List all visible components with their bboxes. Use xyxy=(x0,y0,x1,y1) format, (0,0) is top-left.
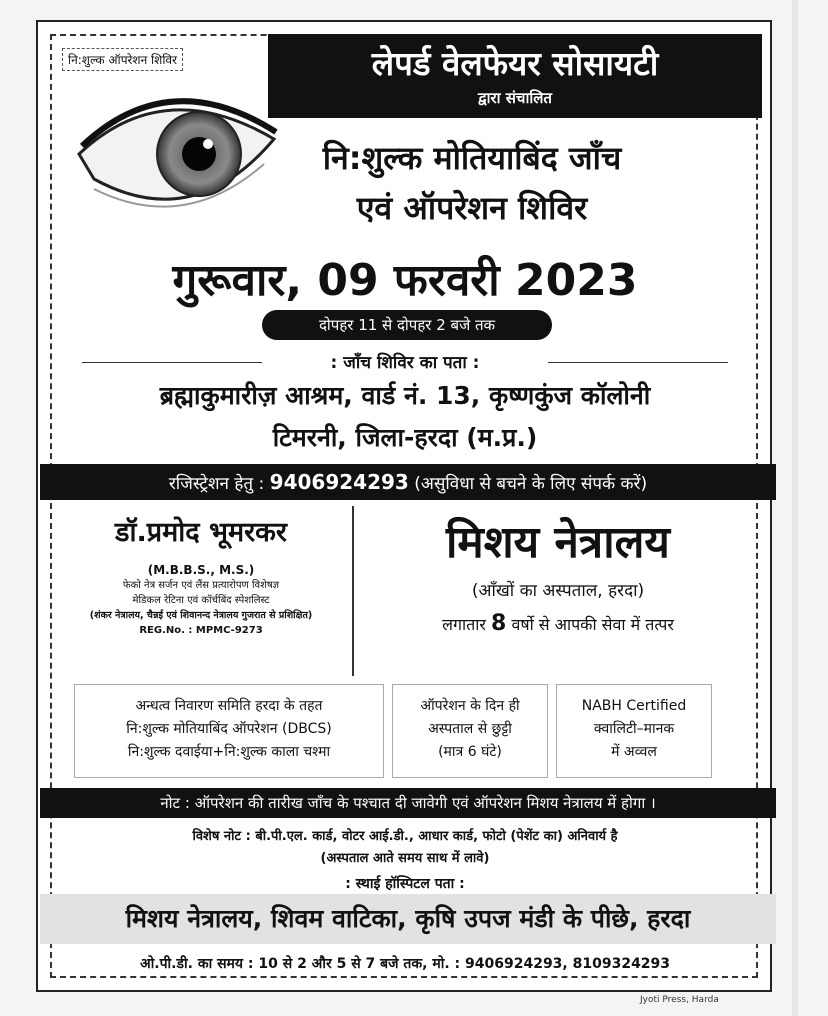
doctor-registration: REG.No. : MPMC-9273 xyxy=(139,625,263,636)
organizer-banner xyxy=(268,34,762,118)
special-note-line2: (अस्पताल आते समय साथ में लावे) xyxy=(320,851,490,866)
permanent-address-heading: : स्थाई हॉस्पिटल पता : xyxy=(345,876,465,892)
address-heading xyxy=(82,350,728,374)
feature-2-line1: ऑपरेशन के दिन ही xyxy=(420,698,520,714)
registration-bar xyxy=(40,464,776,500)
eye-illustration xyxy=(74,84,284,234)
feature-3-line2: क्वालिटी–मानक xyxy=(593,721,675,737)
special-note-line1: विशेष नोट : बी.पी.एल. कार्ड, वोटर आई.डी., आधार कार्ड, फोटो (पेशेंट का) अनिवार्य है xyxy=(192,829,618,844)
camp-title-line1: नि:शुल्क मोतियाबिंद जाँच xyxy=(322,139,622,177)
permanent-address: मिशय नेत्रालय, शिवम वाटिका, कृषि उपज मंडी के पीछे, हरदा xyxy=(40,894,776,944)
doctor-specialty-1: फेको नेत्र सर्जन एवं लैंस प्रत्यारोपण विशेषज्ञ xyxy=(122,580,280,591)
doctor-block xyxy=(52,506,350,676)
organizer-by: द्वारा संचालित xyxy=(478,89,552,107)
camp-time: दोपहर 11 से दोपहर 2 बजे तक xyxy=(262,310,552,340)
feature-1-line1: अन्धत्व निवारण समिति हरदा के तहत xyxy=(135,698,323,714)
camp-address-line1: ब्रह्माकुमारीज़ आश्रम, वार्ड नं. 13, कृष्णकुंज कॉलोनी xyxy=(159,381,651,410)
free-camp-tag: नि:शुल्क ऑपरेशन शिविर xyxy=(62,48,183,71)
press-credit: Jyoti Press, Harda xyxy=(640,995,719,1005)
camp-title-line2: एवं ऑपरेशन शिविर xyxy=(356,189,588,227)
feature-1-line2: नि:शुल्क मोतियाबिंद ऑपरेशन (DBCS) xyxy=(126,721,332,737)
camp-address-line2: टिमरनी, जिला-हरदा (म.प्र.) xyxy=(272,423,538,452)
feature-2-line2: अस्पताल से छुट्टी xyxy=(428,721,512,737)
address-heading-text: : जाँच शिविर का पता : xyxy=(330,353,480,373)
service-post: वर्षो से आपकी सेवा में तत्पर xyxy=(511,615,674,634)
feature-3-line3: में अव्वल xyxy=(611,744,657,760)
hospital-block xyxy=(358,506,758,676)
doctor-specialty-2: मेडिकल रेटिना एवं कॉर्चबिंद स्पेशलिस्ट xyxy=(132,595,270,606)
service-pre: लगातार xyxy=(442,615,486,634)
feature-2-line3: (मात्र 6 घंटे) xyxy=(438,744,502,760)
hospital-name: मिशय नेत्रालय xyxy=(446,517,670,568)
feature-box-same-day-discharge xyxy=(392,684,548,778)
right-margin-rule xyxy=(792,0,798,1016)
feature-1-line3: नि:शुल्क दवाईया+नि:शुल्क काला चश्मा xyxy=(127,744,331,760)
doctor-training: (शंकर नेत्रालय, चैन्नई एवं शिवानन्द नेत्रालय गुजरात से प्रशिक्षित) xyxy=(89,610,313,621)
hospital-service-line xyxy=(358,611,758,636)
opd-timing-contacts: ओ.पी.डी. का समय : 10 से 2 और 5 से 7 बजे तक, मो. : 9406924293, 8109324293 xyxy=(139,956,671,972)
column-divider xyxy=(352,506,354,676)
registration-label: रजिस्ट्रेशन हेतु : xyxy=(168,474,265,494)
poster xyxy=(36,20,772,992)
organizer-name: लेपर्ड वेलफेयर सोसायटी xyxy=(371,44,659,83)
hospital-subtitle: (आँखों का अस्पताल, हरदा) xyxy=(471,581,645,601)
doctor-name: डॉ.प्रमोद भूमरकर xyxy=(115,517,287,548)
feature-box-nabh xyxy=(556,684,712,778)
feature-box-free-surgery xyxy=(74,684,384,778)
doctor-degrees: (M.B.B.S., M.S.) xyxy=(147,563,255,577)
service-years: 8 xyxy=(491,611,507,636)
registration-note: (असुविधा से बचने के लिए संपर्क करें) xyxy=(414,474,648,494)
operation-note-bar: नोट : ऑपरेशन की तारीख जाँच के पश्चात दी जावेगी एवं ऑपरेशन मिशय नेत्रालय में होगा । xyxy=(40,788,776,818)
poster-inner-border xyxy=(50,34,758,978)
feature-3-line1: NABH Certified xyxy=(581,698,687,714)
camp-date: गुरूवार, 09 फरवरी 2023 xyxy=(172,255,638,306)
registration-number: 9406924293 xyxy=(269,470,409,494)
